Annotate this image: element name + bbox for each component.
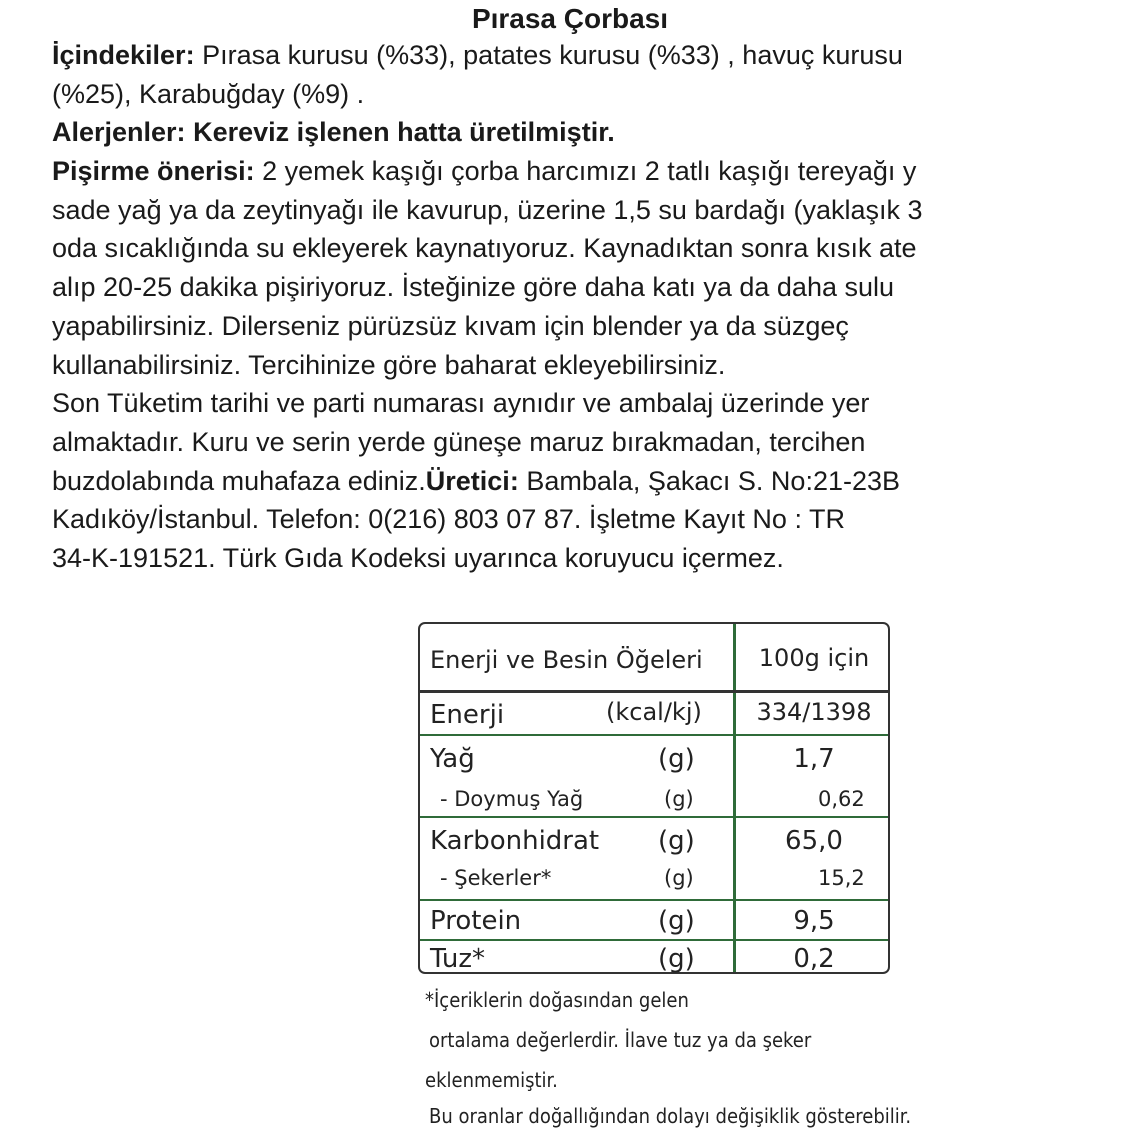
row-divider (420, 899, 888, 901)
nutrient-unit: (g) (664, 787, 694, 811)
footnote-line-1: *İçeriklerin doğasından gelen (425, 988, 689, 1012)
nutrient-value: 9,5 (793, 906, 835, 936)
cooking-line-3: oda sıcaklığında su ekleyerek kaynatıyoruz. Kaynadıktan sonra kısık ate (52, 233, 917, 264)
nutrient-value: 0,2 (793, 944, 835, 974)
row-divider (420, 690, 888, 693)
allergens-label: Alerjenler: (52, 117, 186, 148)
product-title: Pırasa Çorbası (471, 3, 669, 34)
footnote-line-4: Bu oranlar doğallığından dolayı değişiklik gösterebilir. (429, 1104, 912, 1128)
storage-line-4: Kadıköy/İstanbul. Telefon: 0(216) 803 07 87. İşletme Kayıt No : TR (52, 504, 845, 535)
ingredients-label: İçindekiler: (52, 40, 195, 70)
nutrient-name: Protein (430, 906, 522, 936)
nutrient-value: 0,62 (818, 787, 865, 811)
nutrient-unit: (g) (658, 906, 695, 936)
ingredients-line-2: (%25), Karabuğday (%9) . (52, 78, 365, 109)
storage-text: buzdolabında muhafaza ediniz. (52, 465, 426, 496)
cooking-line-5: yapabilirsiniz. Dilerseniz pürüzsüz kıvam için blender ya da süzgeç (52, 310, 849, 341)
nutrient-unit: (g) (658, 944, 695, 974)
storage-line-2: almaktadır. Kuru ve serin yerde güneşe maruz bırakmadan, tercihen (52, 426, 866, 457)
footnote-line-3: eklenmemiştir. (425, 1068, 558, 1092)
nutrient-value: 1,7 (793, 744, 835, 774)
nutrient-value: 15,2 (818, 866, 865, 890)
storage-line-5: 34-K-191521. Türk Gıda Kodeksi uyarınca koruyucu içermez. (52, 542, 784, 573)
row-divider (420, 939, 888, 941)
row-divider (420, 734, 888, 736)
storage-line-3 (52, 462, 1088, 501)
storage-line-1: Son Tüketim tarihi ve parti numarası aynıdır ve ambalaj üzerinde yer (52, 388, 870, 419)
nutrient-value: 334/1398 (756, 698, 872, 726)
nutrient-name: Enerji (430, 700, 505, 730)
nutrition-table (418, 622, 890, 974)
nutrient-unit: (kcal/kj) (606, 698, 702, 726)
row-divider (420, 816, 888, 818)
ingredients-text: Pırasa kurusu (%33), patates kurusu (%33) , havuç kurusu (194, 40, 903, 70)
nutrition-header-value: 100g için (758, 644, 870, 672)
nutrient-unit: (g) (658, 826, 695, 856)
nutrient-unit: (g) (664, 866, 694, 890)
producer-label: Üretici: (425, 465, 519, 496)
allergens-text: Kereviz işlenen hatta üretilmiştir. (185, 117, 615, 148)
nutrient-name: Tuz* (430, 944, 486, 974)
ingredients-line-1 (52, 36, 1088, 75)
product-description (52, 36, 1088, 578)
producer-address: Bambala, Şakacı S. No:21-23B (518, 465, 901, 496)
nutrient-name: Karbonhidrat (430, 826, 600, 856)
nutrition-header-name: Enerji ve Besin Öğeleri (430, 646, 703, 674)
nutrient-value: 65,0 (785, 826, 843, 856)
nutrient-name: Yağ (430, 744, 475, 774)
nutrient-name: - Şekerler* (440, 866, 552, 890)
cooking-text: 2 yemek kaşığı çorba harcımızı 2 tatlı kaşığı tereyağı y (254, 156, 917, 187)
cooking-line-6: kullanabilirsiniz. Tercihinize göre baharat ekleyebilirsiniz. (52, 349, 726, 380)
cooking-line-2: sade yağ ya da zeytinyağı ile kavurup, üzerine 1,5 su bardağı (yaklaşık 3 (52, 194, 923, 225)
footnote-line-2: ortalama değerlerdir. İlave tuz ya da şeker (429, 1028, 812, 1052)
allergens-line (52, 113, 1088, 152)
nutrient-unit: (g) (658, 744, 695, 774)
cooking-line-4: alıp 20-25 dakika pişiriyoruz. İsteğinize göre daha katı ya da daha sulu (52, 272, 895, 303)
cooking-line-1 (52, 152, 1088, 191)
nutrient-name: - Doymuş Yağ (440, 787, 584, 811)
cooking-label: Pişirme önerisi: (52, 156, 255, 187)
